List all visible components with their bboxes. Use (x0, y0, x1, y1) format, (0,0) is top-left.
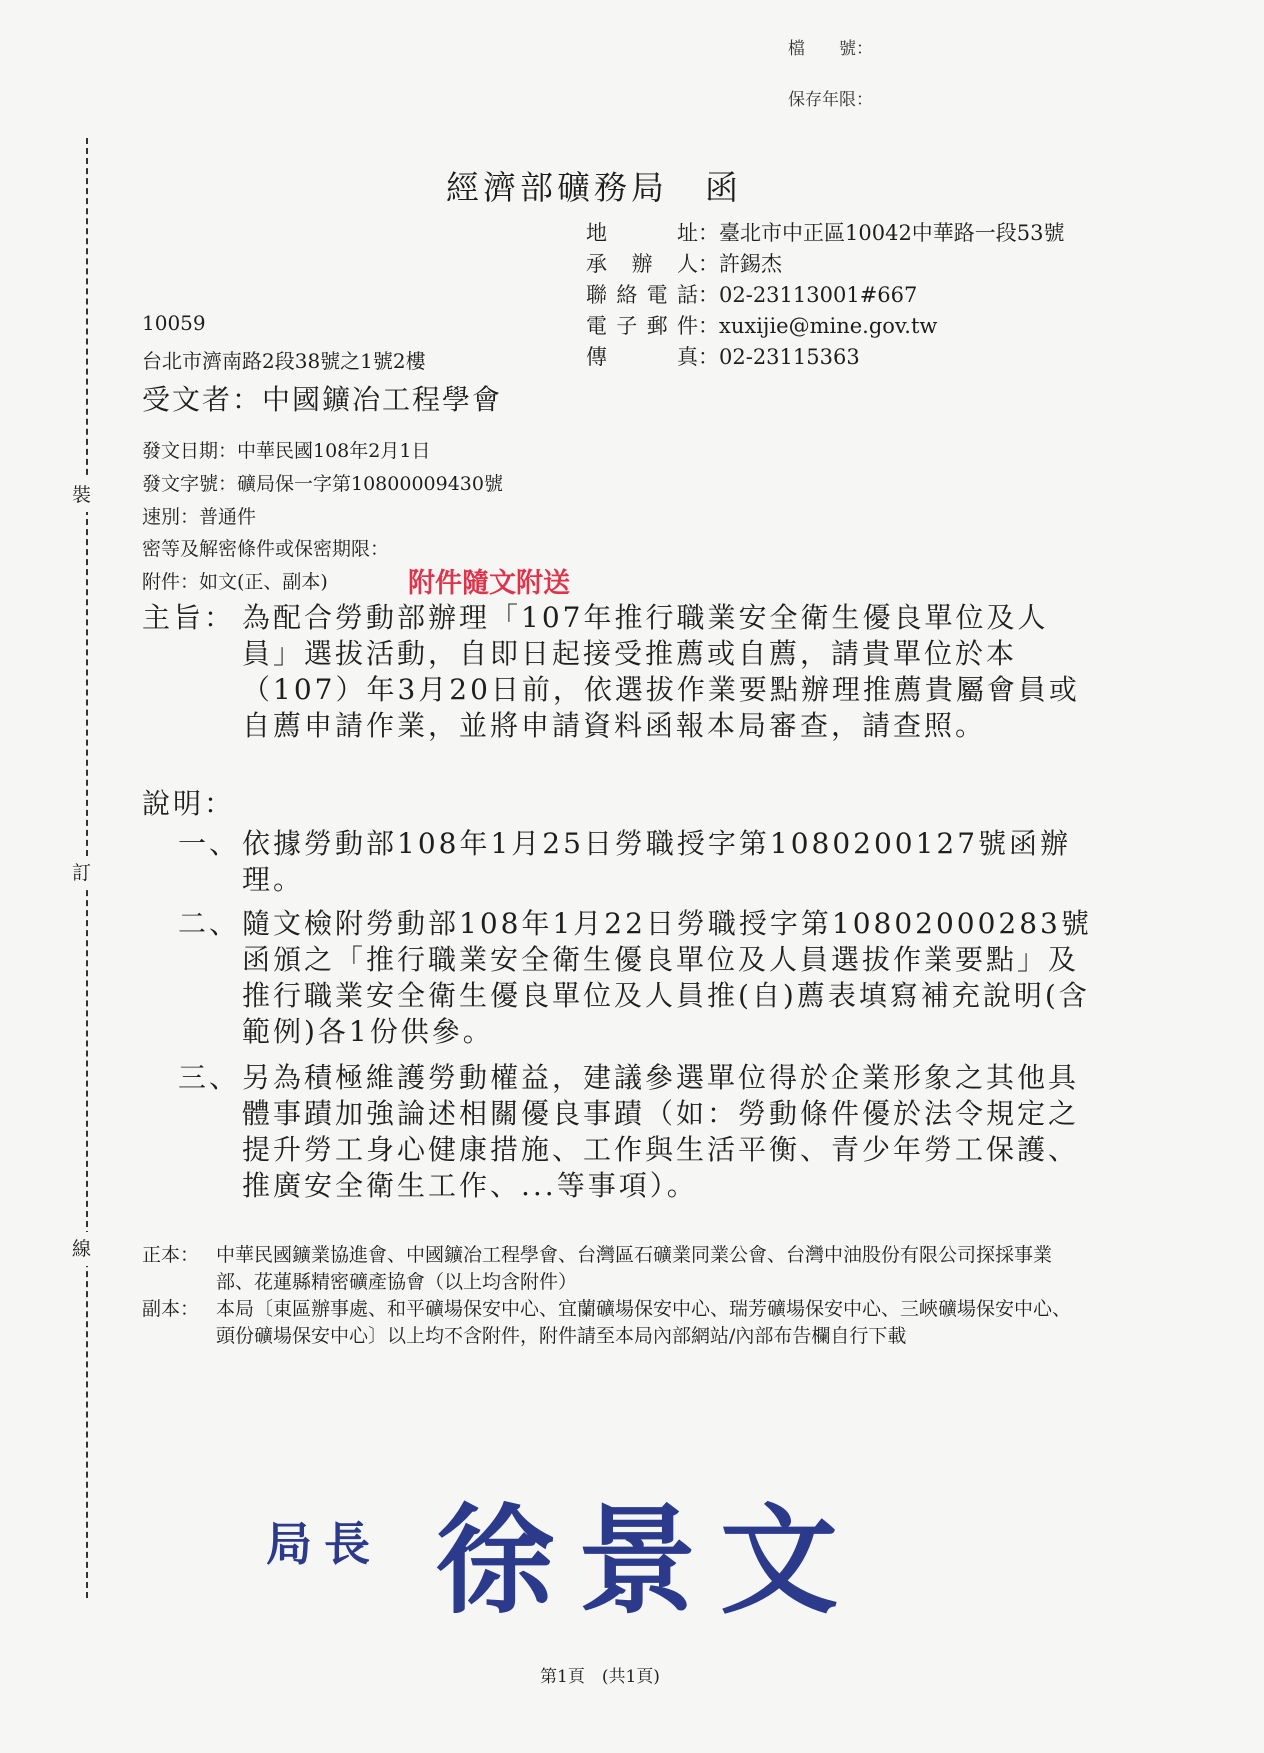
recipient-street-address: 台北市濟南路2段38號之1號2樓 (142, 349, 426, 373)
subject-label: 主旨： (142, 601, 236, 634)
delivery-speed: 速別：普通件 (142, 506, 257, 528)
original-recipients: 中華民國鑛業協進會、中國鑛冶工程學會、台灣區石礦業同業公會、台灣中油股份有限公司探採事業部、花蓮縣精密礦產協會（以上均含附件） (216, 1244, 1053, 1293)
page-number: 第1頁 (共1頁) (540, 1667, 660, 1687)
original-recipients-label: 正本： (142, 1244, 200, 1266)
copy-recipients: 本局〔東區辦事處、和平礦場保安中心、宜蘭礦場保安中心、瑞芳礦場保安中心、三峽礦場保安中心、頭份礦場保安中心〕以上均不含附件，附件請至本局內部網站/內部布告欄自行下載 (216, 1298, 1072, 1347)
retention-period-label: 保存年限： (788, 90, 873, 110)
binding-mark-middle: 訂 (72, 856, 91, 890)
recipient-postal-code: 10059 (142, 311, 206, 335)
contact-value: 02-23113001#667 (719, 283, 918, 307)
contact-label: 聯絡電話 (586, 283, 698, 307)
explanation-label: 說明： (142, 787, 236, 820)
signature-title: 局長 (266, 1517, 382, 1571)
explanation-item-text: 依據勞動部108年1月25日勞職授字第1080200127號函辦理。 (242, 827, 1072, 896)
contact-value: xuxijie@mine.gov.tw (719, 314, 938, 338)
explanation-item-number: 二、 (178, 907, 241, 940)
explanation-item-number: 一、 (178, 827, 241, 860)
signature-name: 徐景文 (436, 1492, 863, 1630)
contact-row-phone: 聯絡電話：02-23113001#667 (586, 280, 1065, 311)
subject-text: 為配合勞動部辦理「107年推行職業安全衛生優良單位及人員」選拔活動，自即日起接受推薦或自薦，請貴單位於本（107）年3月20日前，依選拔作業要點辦理推薦貴屬會員或自薦申請作業，並將申請資料函報本局審查，請查照。 (242, 601, 1080, 742)
contact-value: 許錫杰 (719, 252, 782, 276)
binding-mark-bottom: 線 (72, 1232, 91, 1266)
attachment: 附件：如文(正、副本) (142, 571, 328, 593)
contact-row-fax: 傳 真：02-23115363 (586, 342, 1065, 373)
attachment-stamp-note: 附件隨文附送 (408, 568, 570, 599)
contact-value: 02-23115363 (719, 345, 860, 369)
contact-value: 臺北市中正區10042中華路一段53號 (719, 221, 1065, 245)
contact-label: 地 址 (586, 221, 698, 245)
contact-block (586, 218, 1065, 373)
contact-label: 承 辦 人 (586, 252, 698, 276)
contact-row-address: 地 址：臺北市中正區10042中華路一段53號 (586, 218, 1065, 249)
contact-row-email: 電子郵件：xuxijie@mine.gov.tw (586, 311, 1065, 342)
document-title: 經濟部礦務局 函 (446, 168, 742, 207)
explanation-item-text: 另為積極維護勞動權益，建議參選單位得於企業形象之其他具體事蹟加強論述相關優良事蹟（如：勞動條件優於法令規定之提升勞工身心健康措施、工作與生活平衡、青少年勞工保護、推廣安全衛生工作、...等事項）。 (242, 1061, 1080, 1202)
contact-row-handler: 承 辦 人：許錫杰 (586, 249, 1065, 280)
document-number: 發文字號：礦局保一字第10800009430號 (142, 473, 503, 495)
explanation-item-text: 隨文檢附勞動部108年1月22日勞職授字第10802000283號函頒之「推行職業安全衛生優良單位及人員選拔作業要點」及推行職業安全衛生優良單位及人員推(自)薦表填寫補充說明(含範例)各1份供參。 (242, 907, 1092, 1048)
file-number-label: 檔 號： (788, 39, 873, 59)
recipient: 受文者：中國鑛冶工程學會 (142, 383, 503, 416)
secrecy-level: 密等及解密條件或保密期限： (142, 538, 390, 560)
copy-recipients-label: 副本： (142, 1298, 200, 1320)
contact-label: 傳 真 (586, 345, 698, 369)
binding-mark-top: 裝 (72, 478, 91, 512)
contact-label: 電子郵件 (586, 314, 698, 338)
issue-date: 發文日期：中華民國108年2月1日 (142, 440, 431, 462)
explanation-item-number: 三、 (178, 1061, 241, 1094)
